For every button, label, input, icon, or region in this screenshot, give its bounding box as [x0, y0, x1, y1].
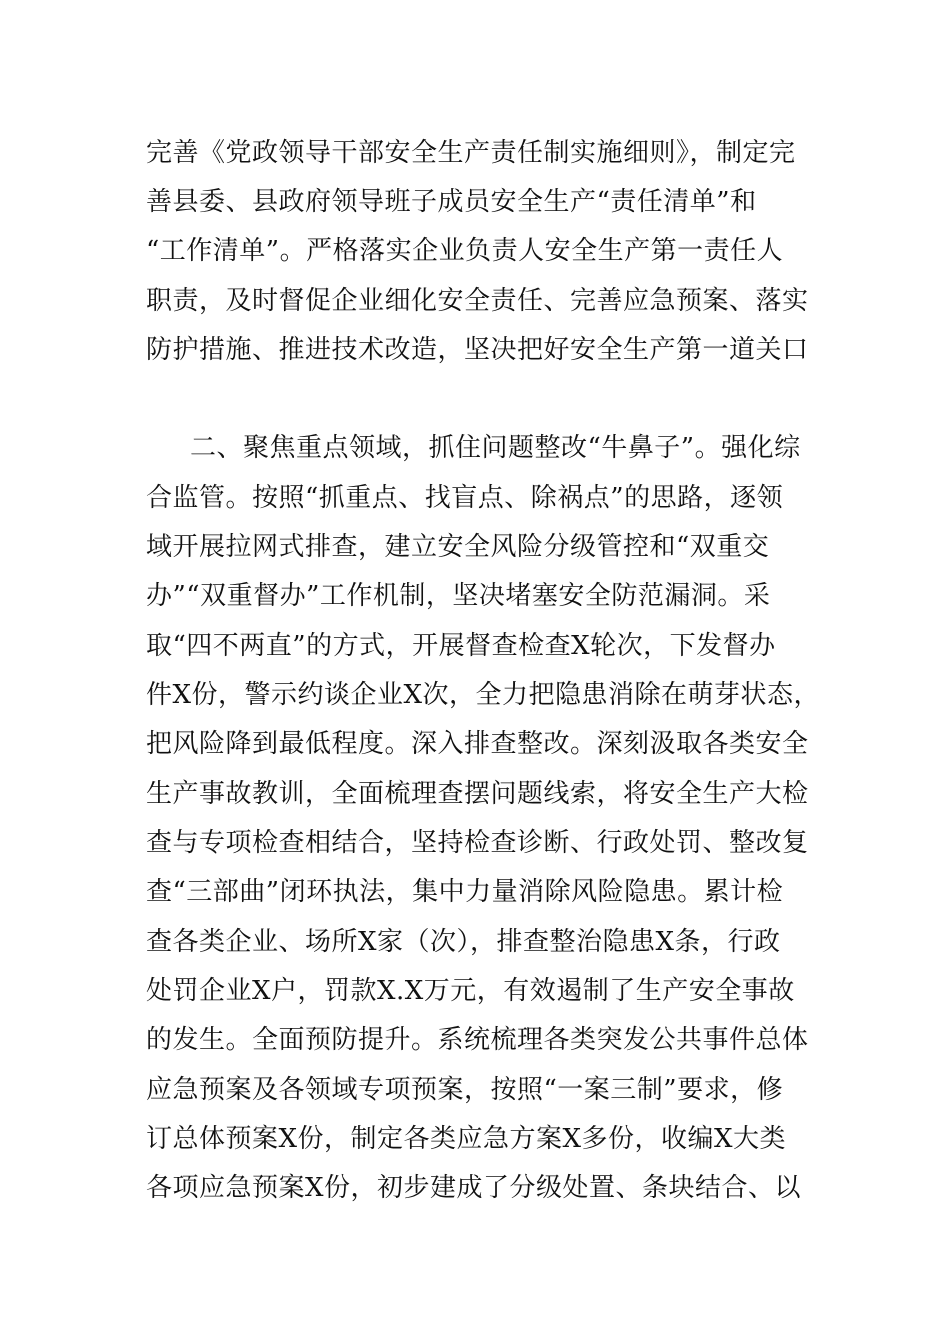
paragraph2-line-9: 查与专项检查相结合，坚持检查诊断、行政处罚、整改复 — [146, 828, 809, 858]
paragraph2-line-13: 的发生。全面预防提升。系统梳理各类突发公共事件总体 — [146, 1025, 809, 1055]
paragraph2-line-2: 合监管。按照“抓重点、找盲点、除祸点”的思路，逐领 — [146, 483, 784, 513]
paragraph2-line-3: 域开展拉网式排查，建立安全风险分级管控和“双重交 — [146, 532, 770, 562]
paragraph2-line-15: 订总体预案X份，制定各类应急方案X多份，收编X大类 — [146, 1124, 787, 1154]
paragraph2-line-7: 把风险降到最低程度。深入排查整改。深刻汲取各类安全 — [146, 729, 809, 759]
paragraph1-line-1: 完善《党政领导干部安全生产责任制实施细则》，制定完 — [146, 138, 796, 168]
paragraph1-line-5: 防护措施、推进技术改造，坚决把好安全生产第一道关口 — [146, 335, 809, 365]
paragraph2-line-12: 处罚企业X户，罚款X.X万元，有效遏制了生产安全事故 — [146, 976, 795, 1006]
paragraph2-line-10: 查“三部曲”闭环执法，集中力量消除风险隐患。累计检 — [146, 877, 784, 907]
paragraph2-line-4: 办”“双重督办”工作机制，坚决堵塞安全防范漏洞。采 — [146, 581, 771, 611]
paragraph1-line-2: 善县委、县政府领导班子成员安全生产“责任清单”和 — [146, 187, 757, 217]
paragraph1-line-3: “工作清单”。严格落实企业负责人安全生产第一责任人 — [146, 236, 784, 266]
paragraph2-line-11: 查各类企业、场所X家（次），排查整治隐患X条，行政 — [146, 927, 781, 957]
paragraph2-line-5: 取“四不两直”的方式，开展督查检查X轮次，下发督办 — [146, 631, 776, 661]
paragraph2-line-1: 二、聚焦重点领域，抓住问题整改“牛鼻子”。强化综 — [190, 433, 801, 463]
paragraph2-line-8: 生产事故教训，全面梳理查摆问题线索，将安全生产大检 — [146, 779, 809, 809]
paragraph2-line-16: 各项应急预案X份，初步建成了分级处置、条块结合、以 — [146, 1173, 802, 1203]
paragraph2-line-6: 件X份，警示约谈企业X次，全力把隐患消除在萌芽状态， — [146, 680, 821, 710]
paragraph2-line-14: 应急预案及各领域专项预案，按照“一案三制”要求，修 — [146, 1075, 784, 1105]
paragraph1-line-4: 职责，及时督促企业细化安全责任、完善应急预案、落实 — [146, 286, 809, 316]
